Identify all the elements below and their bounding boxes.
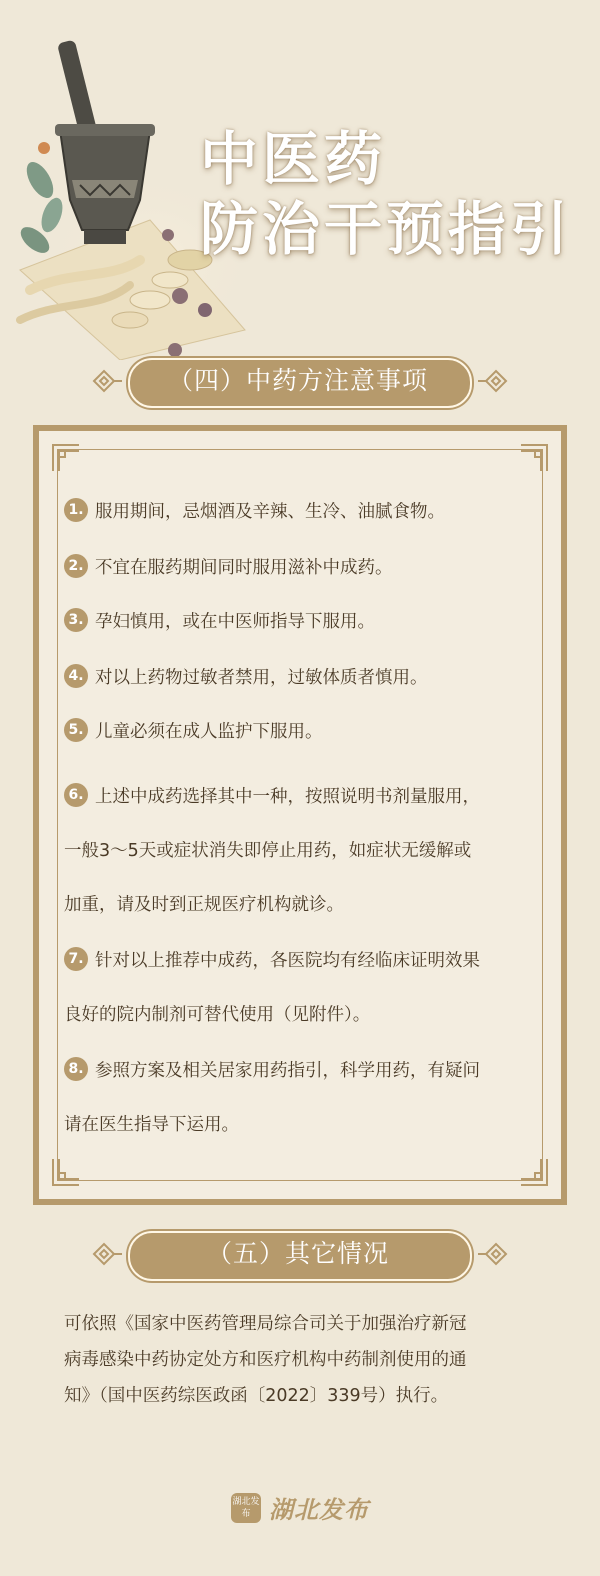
list-item <box>64 714 544 750</box>
corner-ornament-icon <box>51 1157 81 1187</box>
item-number-badge: 3. <box>64 608 88 632</box>
item-text: 对以上药物过敏者禁用，过敏体质者慎用。 <box>95 668 428 688</box>
corner-ornament-icon <box>519 1157 549 1187</box>
item-text: 针对以上推荐中成药，各医院均有经临床证明效果 <box>95 951 480 971</box>
section-5-banner <box>90 1228 510 1284</box>
brand-logo-icon: 湖北发布 <box>231 1493 261 1523</box>
item-number-badge: 6. <box>64 783 88 807</box>
title-line-1: 中医药 <box>200 125 387 193</box>
list-item <box>64 660 544 696</box>
item-number-badge: 1. <box>64 498 88 522</box>
list-item <box>64 1044 544 1152</box>
paragraph-line: 知》（国中医药综医政函〔2022〕339号）执行。 <box>64 1386 449 1406</box>
paragraph-line: 病毒感染中药协定处方和医疗机构中药制剂使用的通 <box>64 1350 467 1370</box>
item-text: 上述中成药选择其中一种，按照说明书剂量服用， <box>95 787 480 807</box>
lattice-ornament-right-icon <box>476 1234 510 1274</box>
list-item <box>64 604 544 640</box>
lattice-ornament-right-icon <box>476 361 510 401</box>
lattice-ornament-left-icon <box>90 361 124 401</box>
item-text: 孕妇慎用，或在中医师指导下服用。 <box>95 612 375 632</box>
item-text-continued: 一般3～5天或症状消失即停止用药，如症状无缓解或 <box>64 841 472 861</box>
title-line-2: 防治干预指引 <box>200 195 573 263</box>
item-text: 儿童必须在成人监护下服用。 <box>95 722 323 742</box>
item-number-badge: 5. <box>64 718 88 742</box>
section-4-heading: （四）中药方注意事项 <box>167 366 428 395</box>
list-item <box>64 494 544 530</box>
item-text-continued: 加重，请及时到正规医疗机构就诊。 <box>64 895 344 915</box>
list-item <box>64 550 544 586</box>
item-text-continued: 请在医生指导下运用。 <box>64 1115 239 1135</box>
lattice-ornament-left-icon <box>90 1234 124 1274</box>
section-4-banner <box>90 355 510 411</box>
item-number-badge: 8. <box>64 1057 88 1081</box>
footer-brand <box>0 1490 600 1530</box>
item-text: 服用期间，忌烟酒及辛辣、生冷、油腻食物。 <box>95 502 445 522</box>
item-number-badge: 7. <box>64 947 88 971</box>
paragraph-line: 可依照《国家中医药管理局综合司关于加强治疗新冠 <box>64 1314 467 1334</box>
brand-name: 湖北发布 <box>269 1496 369 1524</box>
section-5-heading: （五）其它情况 <box>206 1239 389 1268</box>
other-situation-paragraph <box>64 1306 544 1414</box>
item-text-continued: 良好的院内制剂可替代使用（见附件）。 <box>64 1005 371 1025</box>
item-number-badge: 4. <box>64 664 88 688</box>
item-number-badge: 2. <box>64 554 88 578</box>
list-item <box>64 934 544 1042</box>
item-text: 参照方案及相关居家用药指引，科学用药，有疑问 <box>95 1061 480 1081</box>
item-text: 不宜在服药期间同时服用滋补中成药。 <box>95 558 393 578</box>
list-item <box>64 770 544 932</box>
corner-ornament-icon <box>51 443 81 473</box>
corner-ornament-icon <box>519 443 549 473</box>
